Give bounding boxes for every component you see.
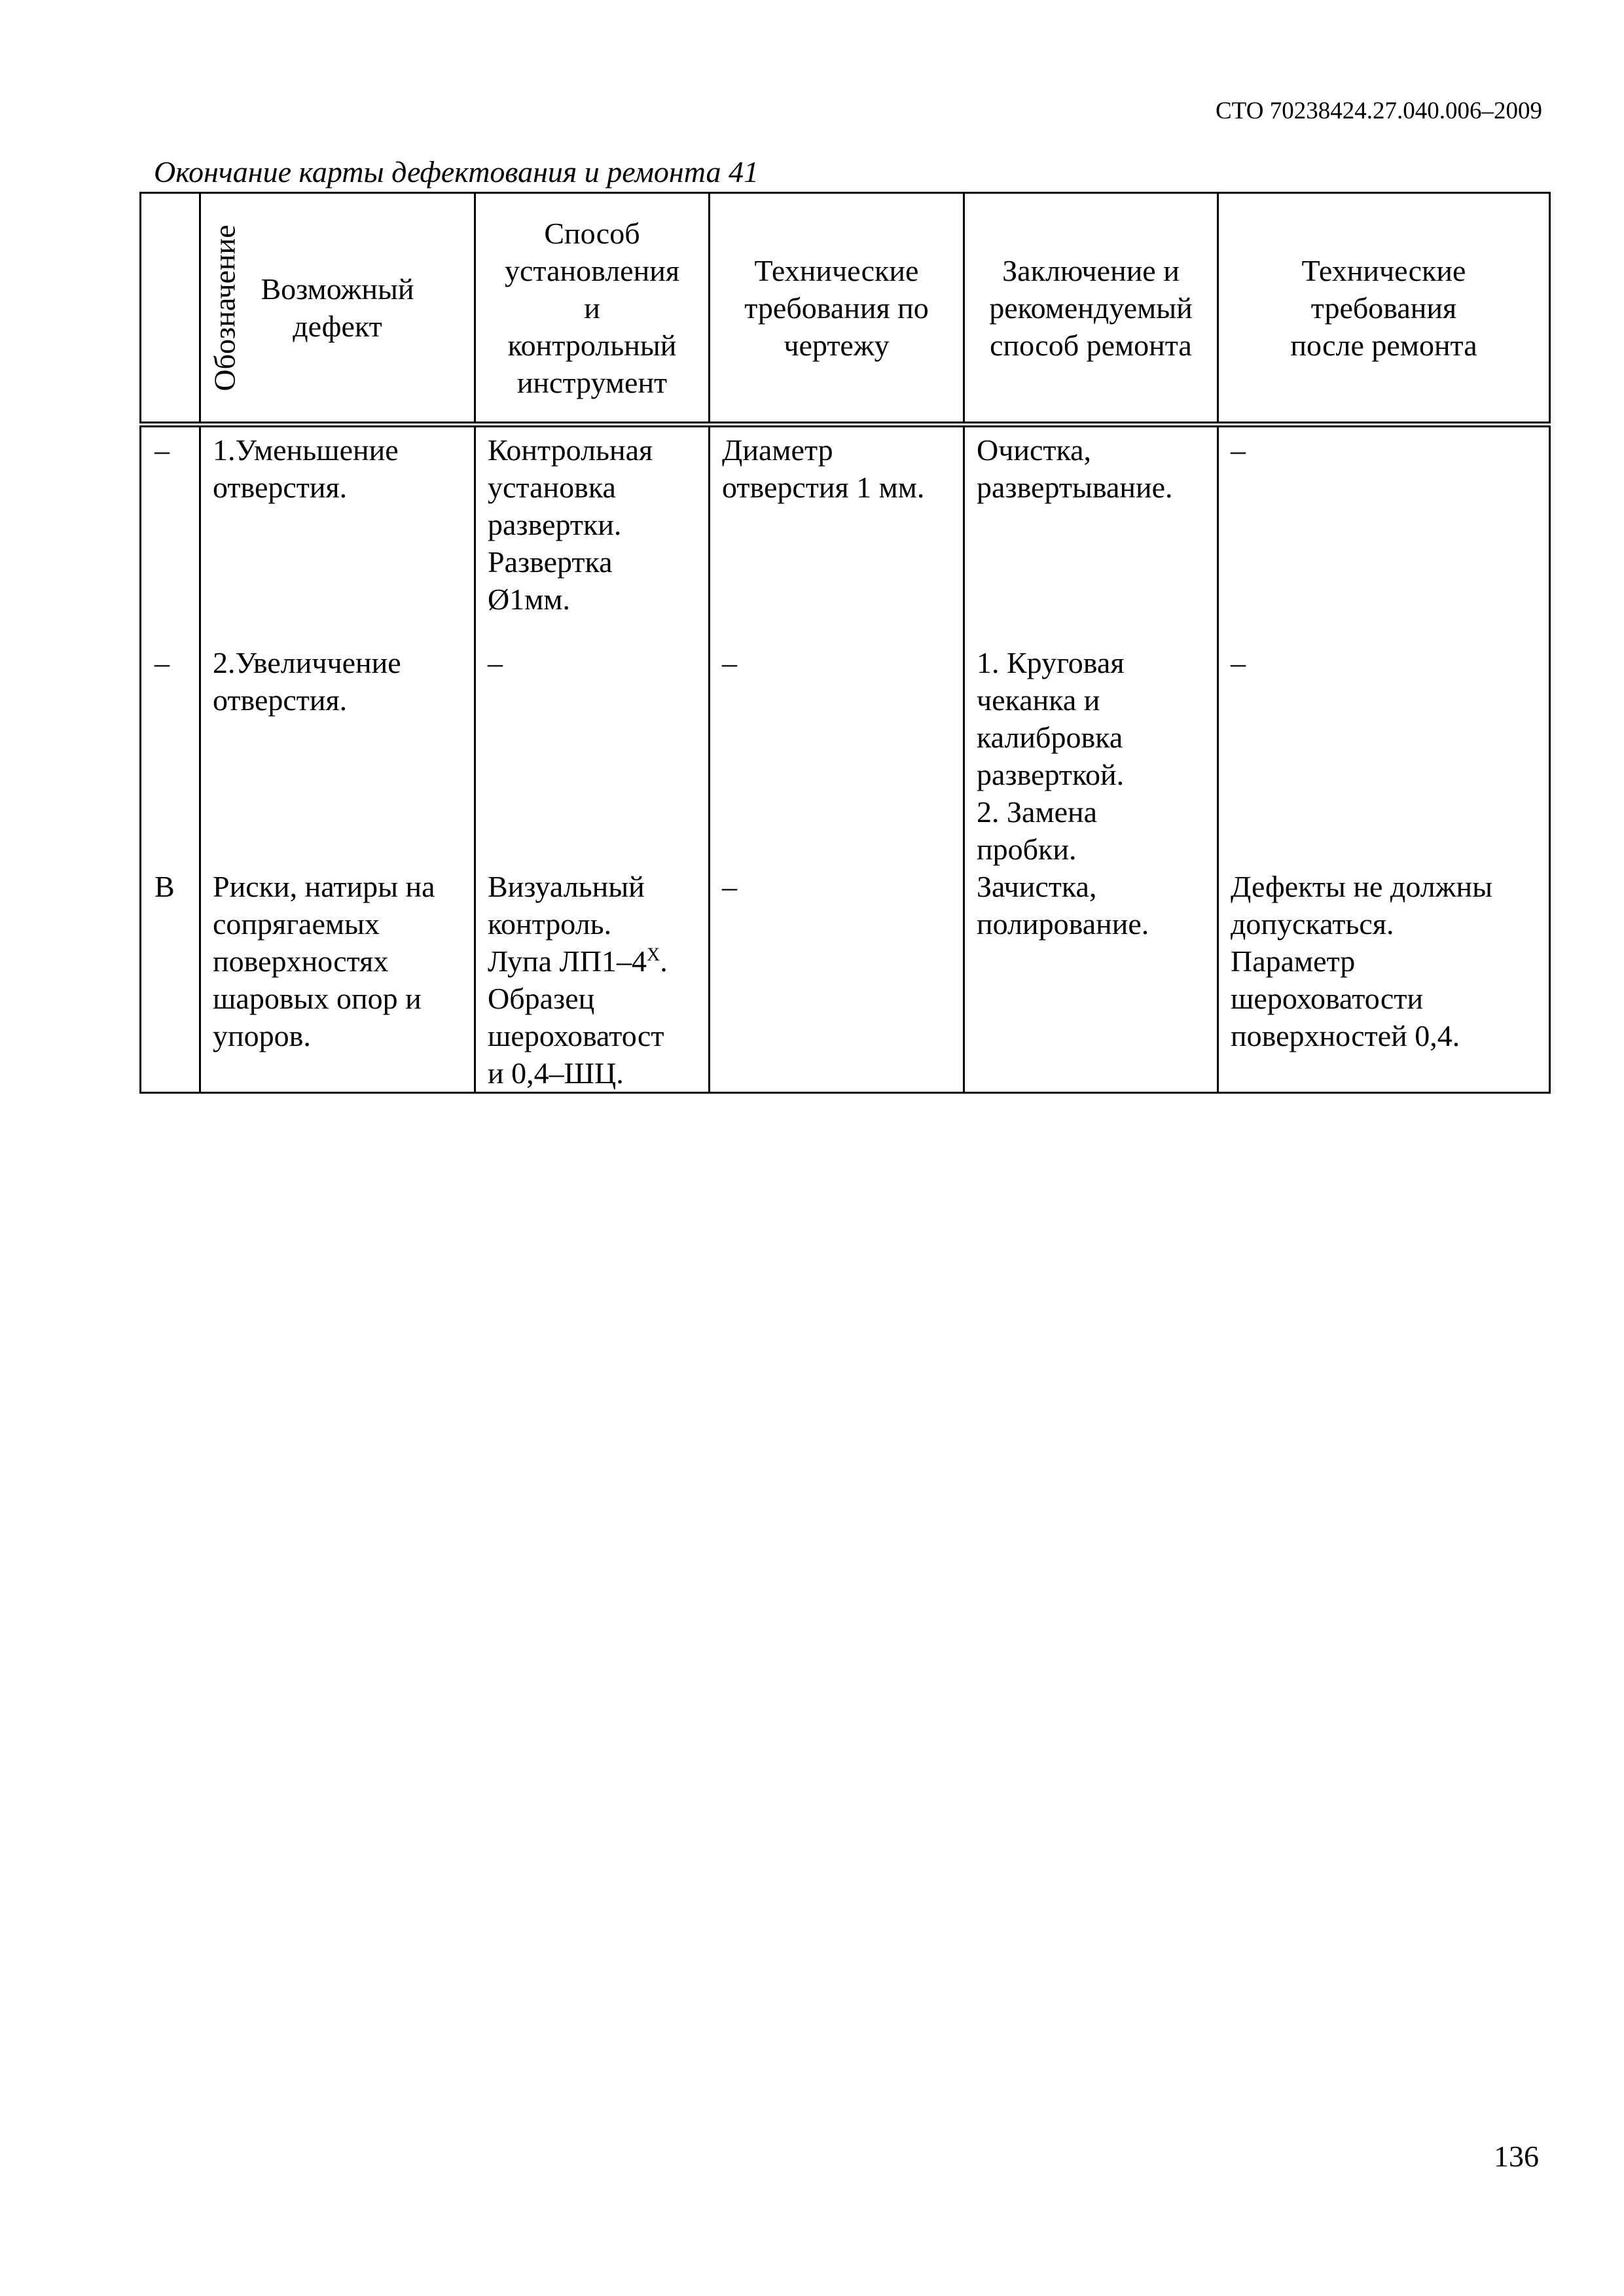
table-row — [141, 425, 1550, 645]
header-after-repair — [1218, 193, 1550, 425]
method-magnifier-period: . — [660, 944, 668, 978]
cell-symbol: В — [141, 868, 200, 1093]
cell-after-repair: – — [1218, 644, 1550, 868]
table-row — [141, 644, 1550, 868]
document-code: СТО 70238424.27.040.006–2009 — [1215, 98, 1542, 124]
cell-conclusion: Зачистка, полирование. — [964, 868, 1218, 1093]
cell-after-repair: – — [1218, 425, 1550, 645]
cell-drawing-requirements: Диаметр отверстия 1 мм. — [710, 425, 964, 645]
cell-defect: 2.Увеличчение отверстия. — [200, 644, 475, 868]
table-caption: Окончание карты дефектования и ремонта 41 — [154, 155, 759, 188]
cell-defect: Риски, натиры на сопрягаемых поверхностях шаровых опор и упоров. — [200, 868, 475, 1093]
header-designation — [141, 193, 242, 425]
table-header-row — [141, 193, 1550, 425]
cell-method — [475, 868, 710, 1093]
cell-defect: 1.Уменьшение отверстия. — [200, 425, 475, 645]
header-drawing-requirements — [710, 193, 964, 425]
method-visual-control: Визуальный контроль. — [488, 870, 645, 941]
defect-repair-table — [139, 192, 1551, 1094]
cell-method: Контрольная установка развертки. Развертка Ø1мм. — [475, 425, 710, 645]
header-conclusion-label: Заключение и рекомендуемый способ ремонта — [989, 253, 1193, 362]
cell-conclusion: 1. Круговая чеканка и калибровка разверткой. 2. Замена пробки. — [964, 644, 1218, 868]
page-number: 136 — [1494, 2140, 1539, 2173]
cell-conclusion: Очистка, развертывание. — [964, 425, 1218, 645]
header-designation-label: Обозначение — [208, 224, 242, 391]
method-magnifier: Лупа ЛП1–4 — [488, 944, 647, 978]
cell-symbol: – — [141, 425, 200, 645]
header-conclusion — [964, 193, 1218, 425]
header-possible-defect-label: Возможный дефект — [261, 272, 414, 343]
header-drawing-requirements-label: Технические требования по чертежу — [744, 253, 929, 362]
cell-symbol: – — [141, 644, 200, 868]
cell-drawing-requirements: – — [710, 868, 964, 1093]
cell-drawing-requirements: – — [710, 644, 964, 868]
cell-method: – — [475, 644, 710, 868]
table-row — [141, 868, 1550, 1093]
cell-after-repair: Дефекты не должны допускаться. Параметр шероховатости поверхностей 0,4. — [1218, 868, 1550, 1093]
header-detection-method — [475, 193, 710, 425]
method-roughness-sample: Образец шероховатост и 0,4–ШЦ. — [488, 982, 664, 1090]
header-after-repair-label: Технические требования после ремонта — [1290, 253, 1477, 362]
method-magnifier-superscript: Х — [647, 944, 660, 965]
header-detection-method-label: Способ установления и контрольный инструмент — [505, 216, 679, 399]
